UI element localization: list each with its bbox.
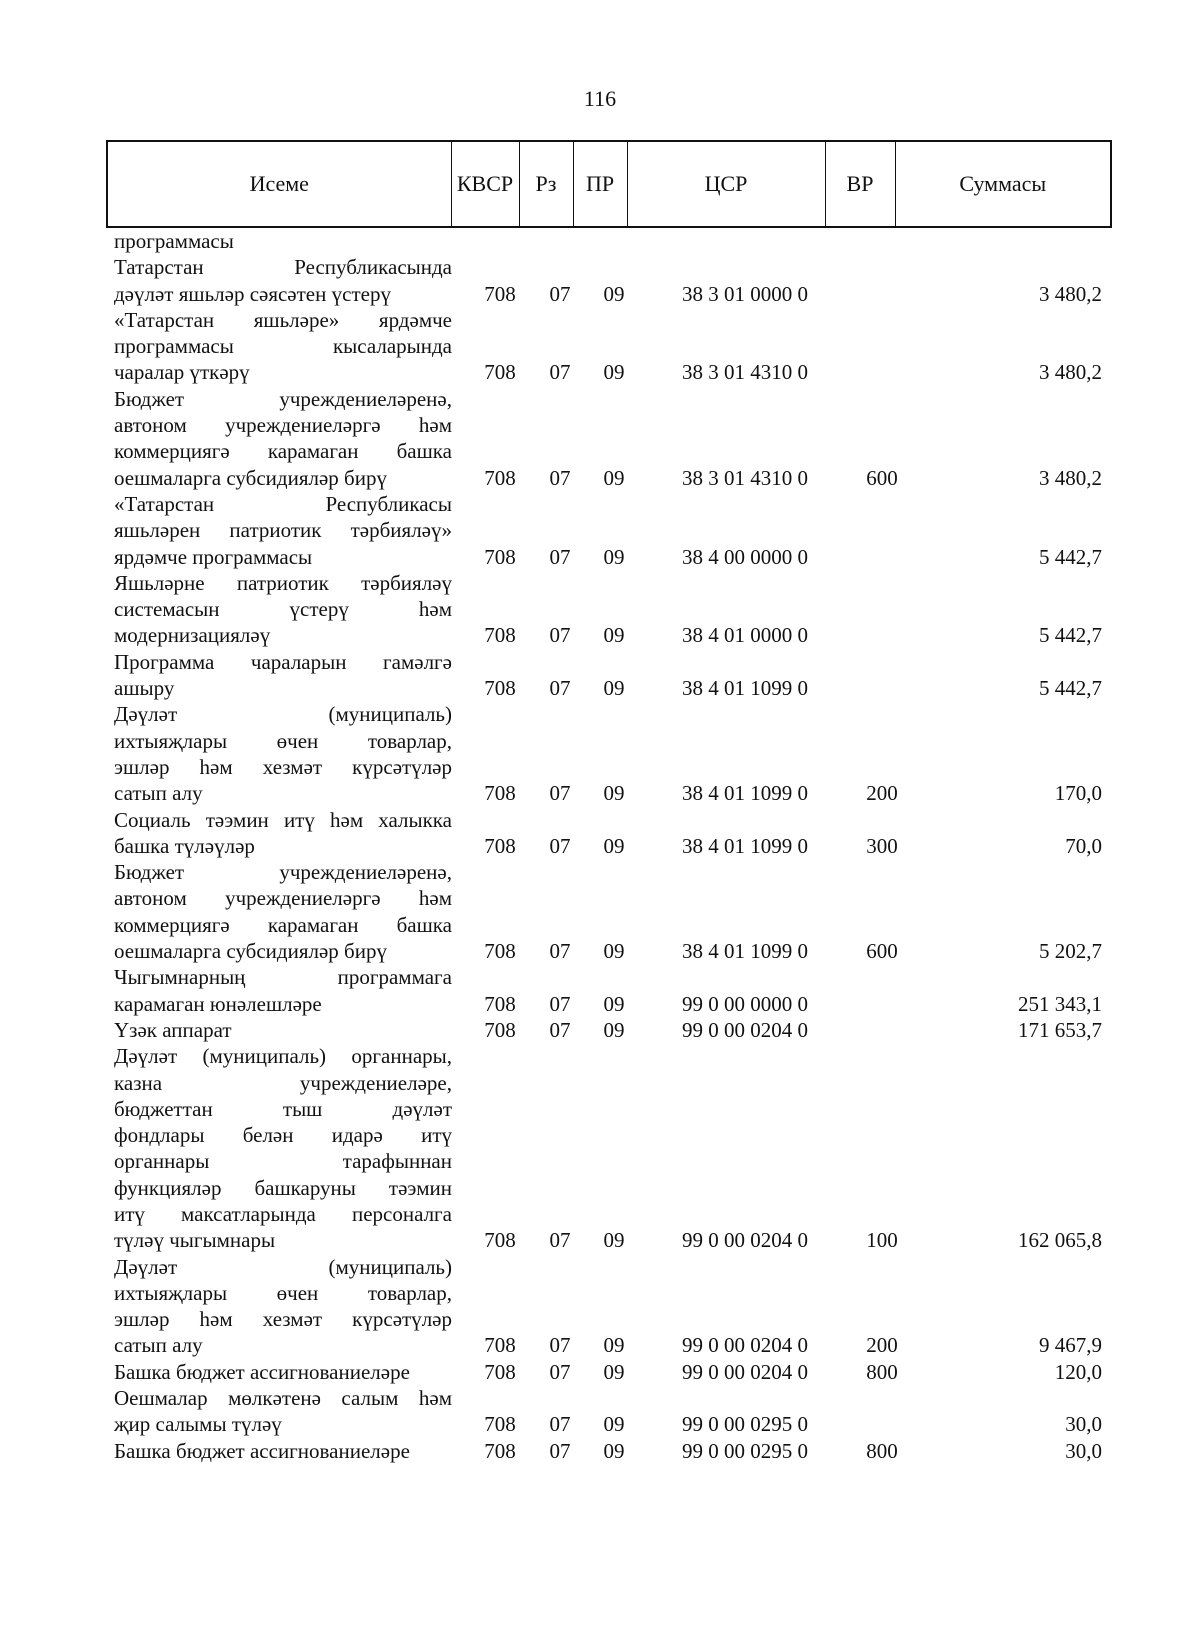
row-csr: 38 3 01 4310 0 [682,465,808,490]
table-row [0,1254,1200,1359]
table-row [0,1359,1200,1385]
row-name-line: дәүләт яшьләр сәясәтен үстерү [114,281,391,306]
row-name-line: Дәүләт (муниципаль) [114,702,452,727]
row-pr: 09 [603,544,625,569]
row-pr: 09 [603,1359,625,1384]
row-rz: 07 [549,991,571,1016]
row-name-line: түләү чыгымнары [114,1228,276,1253]
row-sum: 171 653,7 [1018,1017,1102,1042]
table-row [0,1385,1200,1438]
row-name-line: автоном учреждениеләргә һәм [114,413,452,438]
row-name-line: Социаль тәэмин итү һәм халыкка [114,807,452,832]
table-row [0,1043,1200,1253]
row-rz: 07 [549,1438,571,1463]
row-kvsr: 708 [484,360,516,385]
row-sum: 70,0 [1065,833,1102,858]
row-name [114,1017,452,1043]
table-row [0,1438,1200,1464]
row-vr: 100 [866,1228,898,1253]
table-row [0,964,1200,1017]
row-sum: 5 442,7 [1039,676,1102,701]
row-name [114,1359,452,1385]
row-name-line: Татарстан Республикасында [114,255,452,280]
row-pr: 09 [603,991,625,1016]
table-row [0,859,1200,964]
row-name-line: фондлары белән идарә итү [114,1123,452,1148]
row-csr: 99 0 00 0295 0 [682,1438,808,1463]
row-kvsr: 708 [484,833,516,858]
row-rz: 07 [549,465,571,490]
row-pr: 09 [603,1333,625,1358]
table-row [0,649,1200,702]
row-kvsr: 708 [484,676,516,701]
row-kvsr: 708 [484,1228,516,1253]
row-name-line: ихтыяҗлары өчен товарлар, [114,728,452,753]
row-csr: 38 4 01 0000 0 [682,623,808,648]
row-name [114,859,452,964]
table-row [0,1017,1200,1043]
row-vr: 800 [866,1359,898,1384]
row-name-line: «Татарстан Республикасы [114,491,452,516]
row-kvsr: 708 [484,1438,516,1463]
row-rz: 07 [549,623,571,648]
row-name-line: ашыру [114,676,175,701]
row-name [114,964,452,1017]
row-name-line: ярдәмче программасы [114,544,313,569]
row-vr: 600 [866,939,898,964]
row-sum: 9 467,9 [1039,1333,1102,1358]
row-name-line: программасы кысаларында [114,334,452,359]
row-name-line: эшләр һәм хезмәт күрсәтүләр [114,754,452,779]
row-name [114,701,452,806]
row-csr: 38 3 01 0000 0 [682,281,808,306]
row-name-line: программасы [114,229,234,253]
row-rz: 07 [549,1333,571,1358]
row-sum: 251 343,1 [1018,991,1102,1016]
row-name [114,1043,452,1253]
row-rz: 07 [549,544,571,569]
table-row [0,307,1200,386]
row-kvsr: 708 [484,1359,516,1384]
row-rz: 07 [549,939,571,964]
row-name [114,386,452,491]
table-row [0,254,1200,307]
row-name-line: чаралар үткәрү [114,360,250,385]
row-csr: 38 4 01 1099 0 [682,781,808,806]
row-name-line: Бюджет учреждениеләренә, [114,860,452,885]
row-sum: 3 480,2 [1039,360,1102,385]
header-pr: ПР [573,141,627,227]
row-name-line: коммерциягә карамаган башка [114,912,452,937]
row-name-line: карамаган юнәлешләре [114,991,322,1016]
row-pr: 09 [603,1412,625,1437]
row-csr: 99 0 00 0295 0 [682,1412,808,1437]
row-name-line: системасын үстерү һәм [114,597,452,622]
table-row [0,807,1200,860]
row-sum: 30,0 [1065,1412,1102,1437]
row-name [114,1438,452,1464]
row-csr: 38 4 01 1099 0 [682,676,808,701]
row-kvsr: 708 [484,544,516,569]
header-vr: ВР [825,141,895,227]
row-name-line: Дәүләт (муниципаль) органнары, [114,1044,452,1069]
row-sum: 120,0 [1054,1359,1102,1384]
row-sum: 162 065,8 [1018,1228,1102,1253]
row-name-line: коммерциягә карамаган башка [114,439,452,464]
row-name-line: казна учреждениеләре, [114,1070,452,1095]
row-pr: 09 [603,833,625,858]
table-row [0,491,1200,570]
row-rz: 07 [549,676,571,701]
row-name-line: модернизацияләү [114,623,271,648]
row-name [114,254,452,307]
row-name-line: сатып алу [114,1333,203,1358]
table-row [0,228,1200,254]
row-name-line: эшләр һәм хезмәт күрсәтүләр [114,1307,452,1332]
row-vr: 800 [866,1438,898,1463]
row-pr: 09 [603,1438,625,1463]
table-body [0,228,1200,1464]
row-pr: 09 [603,939,625,964]
row-name [114,491,452,570]
row-pr: 09 [603,1017,625,1042]
row-kvsr: 708 [484,465,516,490]
row-kvsr: 708 [484,1017,516,1042]
row-name-line: автоном учреждениеләргә һәм [114,886,452,911]
row-vr: 200 [866,781,898,806]
row-name-line: башка түләүләр [114,833,255,858]
row-rz: 07 [549,1017,571,1042]
row-rz: 07 [549,833,571,858]
row-name-line: Үзәк аппарат [114,1017,232,1042]
row-kvsr: 708 [484,991,516,1016]
row-rz: 07 [549,360,571,385]
row-sum: 5 442,7 [1039,623,1102,648]
row-name [114,1385,452,1438]
header-csr: ЦСР [627,141,825,227]
row-csr: 38 3 01 4310 0 [682,360,808,385]
row-pr: 09 [603,781,625,806]
row-name [114,228,452,254]
header-rz: Рз [519,141,573,227]
row-csr: 38 4 01 1099 0 [682,939,808,964]
row-kvsr: 708 [484,781,516,806]
row-rz: 07 [549,781,571,806]
row-rz: 07 [549,1228,571,1253]
row-csr: 99 0 00 0204 0 [682,1228,808,1253]
row-csr: 38 4 00 0000 0 [682,544,808,569]
row-sum: 5 442,7 [1039,544,1102,569]
row-name-line: оешмаларга субсидияләр бирү [114,939,387,964]
row-pr: 09 [603,623,625,648]
row-csr: 99 0 00 0000 0 [682,991,808,1016]
row-name-line: бюджеттан тыш дәүләт [114,1096,452,1121]
header-sum: Суммасы [895,141,1111,227]
row-pr: 09 [603,360,625,385]
row-csr: 38 4 01 1099 0 [682,833,808,858]
row-name-line: Бюджет учреждениеләренә, [114,386,452,411]
row-rz: 07 [549,281,571,306]
table-row [0,701,1200,806]
row-name-line: яшьләрен патриотик тәрбияләү» [114,518,452,543]
row-name [114,649,452,702]
table-row [0,386,1200,491]
header-kvsr: КВСР [451,141,519,227]
row-sum: 3 480,2 [1039,281,1102,306]
row-sum: 170,0 [1054,781,1102,806]
row-name [114,807,452,860]
row-name-line: Программа чараларын гамәлгә [114,649,452,674]
row-rz: 07 [549,1359,571,1384]
row-name-line: ихтыяҗлары өчен товарлар, [114,1280,452,1305]
row-sum: 30,0 [1065,1438,1102,1463]
row-name-line: итү максатларында персоналга [114,1201,452,1226]
row-name-line: Дәүләт (муниципаль) [114,1254,452,1279]
row-vr: 200 [866,1333,898,1358]
table-header [106,140,1112,228]
row-name [114,307,452,386]
row-rz: 07 [549,1412,571,1437]
row-kvsr: 708 [484,939,516,964]
row-pr: 09 [603,465,625,490]
row-name-line: Башка бюджет ассигнованиеләре [114,1359,410,1384]
page-number: 116 [583,86,617,111]
row-name-line: Оешмалар мөлкәтенә салым һәм [114,1386,452,1411]
row-name [114,570,452,649]
row-csr: 99 0 00 0204 0 [682,1333,808,1358]
header-name: Исеме [107,141,451,227]
table-row [0,570,1200,649]
row-name-line: оешмаларга субсидияләр бирү [114,465,387,490]
row-csr: 99 0 00 0204 0 [682,1359,808,1384]
row-csr: 99 0 00 0204 0 [682,1017,808,1042]
row-kvsr: 708 [484,1412,516,1437]
row-kvsr: 708 [484,623,516,648]
row-kvsr: 708 [484,281,516,306]
row-name-line: Башка бюджет ассигнованиеләре [114,1438,410,1463]
row-kvsr: 708 [484,1333,516,1358]
row-name [114,1254,452,1359]
row-vr: 300 [866,833,898,858]
row-name-line: «Татарстан яшьләре» ярдәмче [114,307,452,332]
row-name-line: Чыгымнарның программага [114,965,452,990]
row-vr: 600 [866,465,898,490]
row-name-line: органнары тарафыннан [114,1149,452,1174]
row-pr: 09 [603,1228,625,1253]
row-pr: 09 [603,281,625,306]
row-name-line: җир салымы түләү [114,1412,282,1437]
row-sum: 5 202,7 [1039,939,1102,964]
row-sum: 3 480,2 [1039,465,1102,490]
row-name-line: функцияләр башкаруны тәэмин [114,1175,452,1200]
row-name-line: Яшьләрне патриотик тәрбияләү [114,570,452,595]
row-name-line: сатып алу [114,781,203,806]
row-pr: 09 [603,676,625,701]
